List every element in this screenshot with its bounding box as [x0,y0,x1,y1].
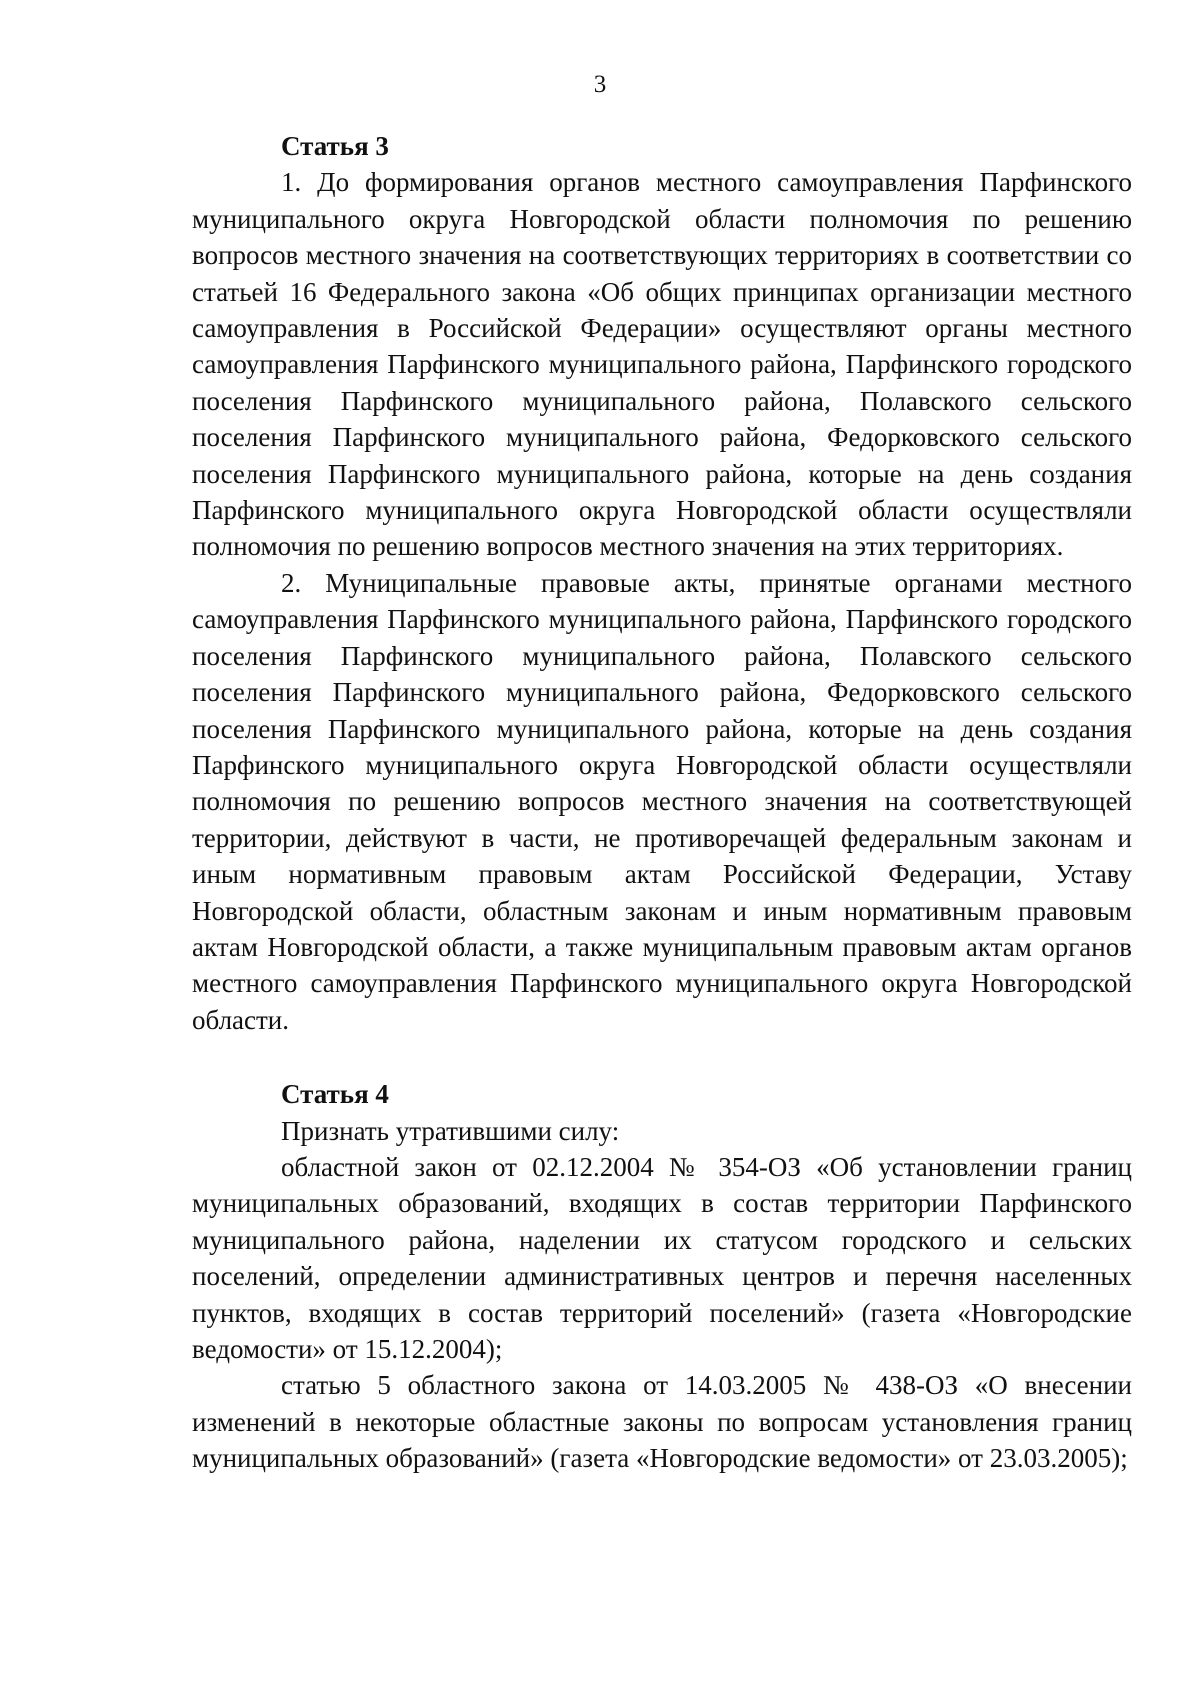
page-number: 3 [593,71,607,98]
article-4-lead: Признать утратившими силу: [281,1115,620,1146]
article-3-paragraph-2: 2. Муниципальные правовые акты, принятые органами местного самоуправления Парфинского муниципального района, Парфинского городского поселения Парфинского муниципального района, Полавского сельского поселения Парфинского муниципального района, Федорковского сельского поселения Парфинского муниципального района, которые на день создания Парфинского муниципального округа Новгородской области осуществляли полномочия по решению вопросов местного значения на соответствующей территории, действуют в части, не противоречащей федеральным законам и иным нормативным правовым актам Российской Федерации, Уставу Новгородской области, областным законам и иным нормативным правовым актам Новгородской области, а также муниципальным правовым актам органов местного самоуправления Парфинского муниципального округа Новгородской области. [192,567,1132,1035]
article-3-paragraph-1: 1. До формирования органов местного самоуправления Парфинского муниципального округа Новгородской области полномочия по решению вопросов местного значения на соответствующих территориях в соответствии со статьей 16 Федерального закона «Об общих принципах организации местного самоуправления в Российской Федерации» осуществляют органы местного самоуправления Парфинского муниципального района, Парфинского городского поселения Парфинского муниципального района, Полавского сельского поселения Парфинского муниципального района, Федорковского сельского поселения Парфинского муниципального района, которые на день создания Парфинского муниципального округа Новгородской области осуществляли полномочия по решению вопросов местного значения на этих территориях. [192,167,1132,562]
article-4-heading: Статья 4 [281,1079,389,1110]
document-body [192,128,1132,1477]
article-3-heading: Статья 3 [281,131,389,161]
article-4-paragraph-2: статью 5 областного закона от 14.03.2005 № 438-ОЗ «О внесении изменений в некоторые областные законы по вопросам установления границ муниципальных образований» (газета «Новгородские ведомости» от 23.03.2005); [192,1370,1132,1474]
article-4-paragraph-1: областной закон от 02.12.2004 № 354-ОЗ «Об установлении границ муниципальных образований, входящих в состав территории Парфинского муниципального района, наделении их статусом городского и сельских поселений, определении административных центров и перечня населенных пунктов, входящих в состав территорий поселений» (газета «Новгородские ведомости» от 15.12.2004); [192,1151,1132,1364]
article-4 [192,1076,1132,1476]
section-spacer [192,1038,1132,1076]
article-3 [192,128,1132,1038]
